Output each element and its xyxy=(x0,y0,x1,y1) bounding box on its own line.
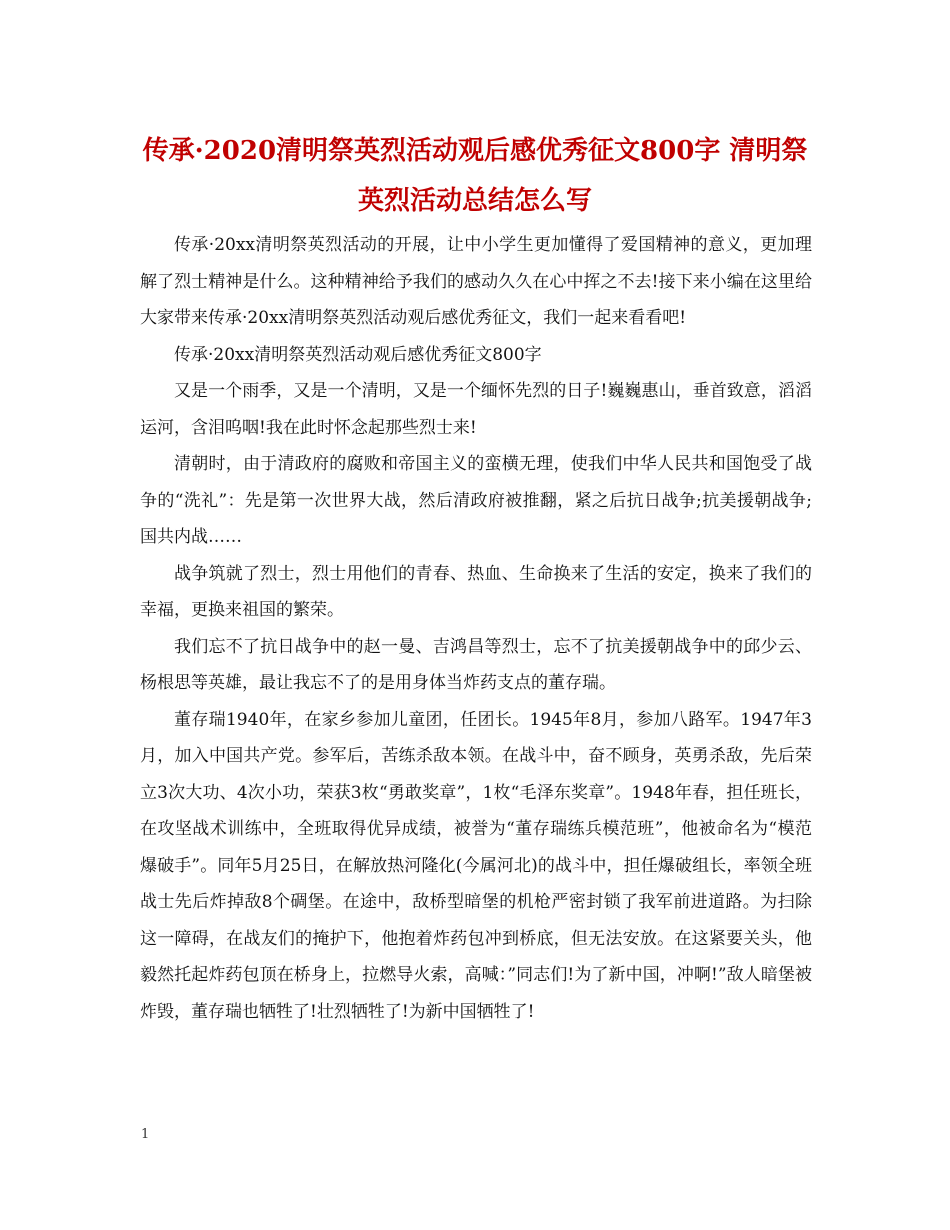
paragraph-subtitle: 传承·20xx清明祭英烈活动观后感优秀征文800字 xyxy=(174,344,542,365)
paragraph-rain-season: 又是一个雨季，又是一个清明，又是一个缅怀先烈的日子!巍巍惠山，垂首致意，滔滔运河，含泪呜咽!我在此时怀念起那些烈士来! xyxy=(140,381,812,438)
document-body xyxy=(140,227,812,1030)
page-number: 1 xyxy=(141,1127,150,1142)
paragraph-war-martyrs: 战争筑就了烈士，烈士用他们的青春、热血、生命换来了生活的安定，换来了我们的幸福，更换来祖国的繁荣。 xyxy=(140,563,812,620)
paragraph-qing-dynasty: 清朝时，由于清政府的腐败和帝国主义的蛮横无理，使我们中华人民共和国饱受了战争的“洗礼”：先是第一次世界大战，然后清政府被推翻，紧之后抗日战争;抗美援朝战争;国共内战…… xyxy=(140,454,812,547)
document-title: 传承·2020清明祭英烈活动观后感优秀征文800字 清明祭英烈活动总结怎么写 xyxy=(142,136,808,216)
paragraph-intro: 传承·20xx清明祭英烈活动的开展，让中小学生更加懂得了爱国精神的意义，更加理解了烈士精神是什么。这种精神给予我们的感动久久在心中挥之不去!接下来小编在这里给大家带来传承·20xx清明祭英烈活动观后感优秀征文，我们一起来看看吧! xyxy=(140,235,812,328)
paragraph-heroes: 我们忘不了抗日战争中的赵一曼、吉鸿昌等烈士，忘不了抗美援朝战争中的邱少云、杨根思等英雄，最让我忘不了的是用身体当炸药支点的董存瑞。 xyxy=(140,636,812,693)
paragraph-dong-cunrui: 董存瑞1940年，在家乡参加儿童团，任团长。1945年8月，参加八路军。1947年3月，加入中国共产党。参军后，苦练杀敌本领。在战斗中，奋不顾身，英勇杀敌，先后荣立3次大功、4次小功，荣获3枚“勇敢奖章”，1枚“毛泽东奖章”。1948年春，担任班长，在攻坚战术训练中，全班取得优异成绩，被誉为“董存瑞练兵模范班”，他被命名为“模范爆破手”。同年5月25日，在解放热河隆化(今属河北)的战斗中，担任爆破组长，率领全班战士先后炸掉敌8个碉堡。在途中，敌桥型暗堡的机枪严密封锁了我军前进道路。为扫除这一障碍，在战友们的掩护下，他抱着炸药包冲到桥底，但无法安放。在这紧要关头，他毅然托起炸药包顶在桥身上，拉燃导火索，高喊：”同志们!为了新中国，冲啊!”敌人暗堡被炸毁，董存瑞也牺牲了!壮烈牺牲了!为新中国牺牲了! xyxy=(140,709,812,1022)
